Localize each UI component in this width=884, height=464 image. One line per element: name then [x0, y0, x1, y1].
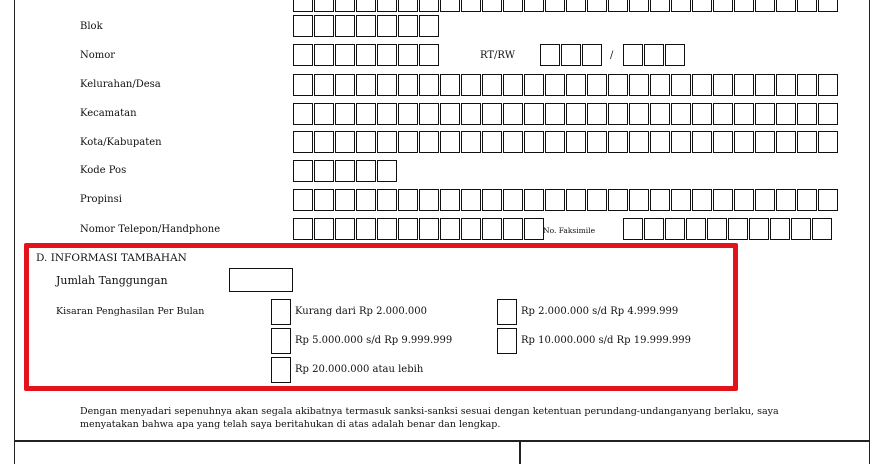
char-cell[interactable] [671, 74, 691, 96]
char-cell[interactable] [818, 103, 838, 125]
char-cell[interactable] [566, 131, 586, 153]
char-cell[interactable] [566, 0, 586, 12]
kecamatan-label: Kecamatan [80, 108, 137, 119]
char-cell[interactable] [818, 74, 838, 96]
kota-label: Kota/Kabupaten [80, 137, 162, 148]
char-cell[interactable] [734, 189, 754, 211]
char-cell[interactable] [545, 189, 565, 211]
option-kurang-2jt-checkbox[interactable] [271, 299, 291, 325]
char-cell[interactable] [644, 44, 664, 66]
char-cell[interactable] [587, 74, 607, 96]
char-cell[interactable] [545, 131, 565, 153]
top-field-cells[interactable] [293, 0, 839, 12]
char-cell[interactable] [734, 74, 754, 96]
char-cell[interactable] [356, 44, 376, 66]
char-cell[interactable] [629, 131, 649, 153]
char-cell[interactable] [503, 103, 523, 125]
char-cell[interactable] [734, 0, 754, 12]
char-cell[interactable] [587, 131, 607, 153]
char-cell[interactable] [728, 218, 748, 240]
char-cell[interactable] [797, 131, 817, 153]
char-cell[interactable] [545, 103, 565, 125]
char-cell[interactable] [524, 131, 544, 153]
rtrw-separator: / [610, 50, 614, 61]
char-cell[interactable] [377, 160, 397, 182]
char-cell[interactable] [644, 218, 664, 240]
char-cell[interactable] [503, 0, 523, 12]
char-cell[interactable] [440, 189, 460, 211]
char-cell[interactable] [582, 44, 602, 66]
char-cell[interactable] [335, 44, 355, 66]
char-cell[interactable] [797, 189, 817, 211]
option-5jt-10jt-label: Rp 5.000.000 s/d Rp 9.999.999 [295, 335, 453, 346]
char-cell[interactable] [293, 44, 313, 66]
faksimile-label: No. Faksimile [543, 226, 596, 235]
char-cell[interactable] [356, 218, 376, 240]
section-d-title: D. INFORMASI TAMBAHAN [36, 252, 187, 264]
blok-label: Blok [80, 21, 103, 32]
char-cell[interactable] [377, 0, 397, 12]
char-cell[interactable] [503, 189, 523, 211]
char-cell[interactable] [314, 0, 334, 12]
char-cell[interactable] [335, 0, 355, 12]
char-cell[interactable] [314, 15, 334, 37]
char-cell[interactable] [419, 131, 439, 153]
char-cell[interactable] [293, 103, 313, 125]
char-cell[interactable] [335, 160, 355, 182]
char-cell[interactable] [461, 131, 481, 153]
char-cell[interactable] [650, 189, 670, 211]
char-cell[interactable] [755, 0, 775, 12]
char-cell[interactable] [713, 189, 733, 211]
char-cell[interactable] [440, 218, 460, 240]
char-cell[interactable] [440, 103, 460, 125]
char-cell[interactable] [377, 189, 397, 211]
char-cell[interactable] [587, 103, 607, 125]
char-cell[interactable] [314, 218, 334, 240]
char-cell[interactable] [713, 74, 733, 96]
char-cell[interactable] [566, 74, 586, 96]
char-cell[interactable] [377, 131, 397, 153]
char-cell[interactable] [398, 0, 418, 12]
char-cell[interactable] [377, 74, 397, 96]
option-5jt-10jt-checkbox[interactable] [271, 328, 291, 354]
option-2jt-5jt-label: Rp 2.000.000 s/d Rp 4.999.999 [521, 306, 679, 317]
char-cell[interactable] [335, 189, 355, 211]
char-cell[interactable] [419, 218, 439, 240]
jumlah-tanggungan-label: Jumlah Tanggungan [56, 274, 168, 287]
char-cell[interactable] [377, 218, 397, 240]
char-cell[interactable] [293, 15, 313, 37]
char-cell[interactable] [608, 74, 628, 96]
char-cell[interactable] [482, 103, 502, 125]
char-cell[interactable] [608, 0, 628, 12]
nomor-label: Nomor [80, 50, 116, 61]
propinsi-field[interactable] [293, 189, 839, 211]
char-cell[interactable] [770, 218, 790, 240]
char-cell[interactable] [776, 103, 796, 125]
option-20jt-lebih-label: Rp 20.000.000 atau lebih [295, 364, 424, 375]
char-cell[interactable] [398, 44, 418, 66]
char-cell[interactable] [629, 103, 649, 125]
char-cell[interactable] [293, 74, 313, 96]
char-cell[interactable] [377, 103, 397, 125]
char-cell[interactable] [545, 0, 565, 12]
blok-field[interactable] [293, 15, 440, 37]
char-cell[interactable] [818, 131, 838, 153]
char-cell[interactable] [419, 15, 439, 37]
kisaran-penghasilan-label: Kisaran Penghasilan Per Bulan [56, 306, 205, 317]
char-cell[interactable] [692, 189, 712, 211]
char-cell[interactable] [671, 189, 691, 211]
char-cell[interactable] [419, 0, 439, 12]
faksimile-field[interactable] [623, 218, 833, 240]
rw-field[interactable] [623, 44, 686, 66]
char-cell[interactable] [293, 160, 313, 182]
char-cell[interactable] [707, 218, 727, 240]
char-cell[interactable] [650, 0, 670, 12]
char-cell[interactable] [335, 131, 355, 153]
kelurahan-field[interactable] [293, 74, 839, 96]
char-cell[interactable] [461, 0, 481, 12]
char-cell[interactable] [608, 131, 628, 153]
char-cell[interactable] [335, 15, 355, 37]
propinsi-label: Propinsi [80, 194, 122, 205]
char-cell[interactable] [734, 103, 754, 125]
char-cell[interactable] [524, 0, 544, 12]
char-cell[interactable] [713, 103, 733, 125]
char-cell[interactable] [776, 0, 796, 12]
char-cell[interactable] [797, 74, 817, 96]
char-cell[interactable] [524, 74, 544, 96]
char-cell[interactable] [713, 0, 733, 12]
kota-field[interactable] [293, 131, 839, 153]
char-cell[interactable] [629, 74, 649, 96]
jumlah-tanggungan-field[interactable] [229, 268, 293, 292]
char-cell[interactable] [623, 218, 643, 240]
char-cell[interactable] [356, 15, 376, 37]
char-cell[interactable] [671, 0, 691, 12]
char-cell[interactable] [524, 189, 544, 211]
char-cell[interactable] [776, 131, 796, 153]
char-cell[interactable] [629, 189, 649, 211]
char-cell[interactable] [356, 0, 376, 12]
char-cell[interactable] [482, 131, 502, 153]
char-cell[interactable] [398, 103, 418, 125]
char-cell[interactable] [566, 189, 586, 211]
char-cell[interactable] [671, 103, 691, 125]
char-cell[interactable] [755, 189, 775, 211]
char-cell[interactable] [314, 44, 334, 66]
char-cell[interactable] [755, 74, 775, 96]
char-cell[interactable] [398, 74, 418, 96]
option-10jt-20jt-checkbox[interactable] [497, 328, 517, 354]
char-cell[interactable] [734, 131, 754, 153]
char-cell[interactable] [561, 44, 581, 66]
char-cell[interactable] [650, 103, 670, 125]
char-cell[interactable] [540, 44, 560, 66]
char-cell[interactable] [377, 15, 397, 37]
kecamatan-field[interactable] [293, 103, 839, 125]
char-cell[interactable] [440, 131, 460, 153]
char-cell[interactable] [671, 131, 691, 153]
char-cell[interactable] [608, 103, 628, 125]
char-cell[interactable] [482, 189, 502, 211]
char-cell[interactable] [356, 74, 376, 96]
char-cell[interactable] [503, 131, 523, 153]
char-cell[interactable] [293, 218, 313, 240]
char-cell[interactable] [398, 131, 418, 153]
char-cell[interactable] [293, 131, 313, 153]
char-cell[interactable] [356, 160, 376, 182]
char-cell[interactable] [686, 218, 706, 240]
char-cell[interactable] [587, 189, 607, 211]
char-cell[interactable] [356, 189, 376, 211]
char-cell[interactable] [356, 103, 376, 125]
char-cell[interactable] [398, 218, 418, 240]
char-cell[interactable] [356, 131, 376, 153]
option-20jt-lebih-checkbox[interactable] [271, 357, 291, 383]
char-cell[interactable] [419, 103, 439, 125]
option-kurang-2jt-label: Kurang dari Rp 2.000.000 [295, 306, 427, 317]
char-cell[interactable] [812, 218, 832, 240]
char-cell[interactable] [503, 218, 523, 240]
bottom-column-divider [519, 440, 521, 464]
char-cell[interactable] [419, 189, 439, 211]
char-cell[interactable] [335, 218, 355, 240]
char-cell[interactable] [692, 0, 712, 12]
char-cell[interactable] [692, 103, 712, 125]
char-cell[interactable] [749, 218, 769, 240]
char-cell[interactable] [692, 131, 712, 153]
char-cell[interactable] [776, 74, 796, 96]
char-cell[interactable] [524, 103, 544, 125]
char-cell[interactable] [293, 189, 313, 211]
char-cell[interactable] [461, 103, 481, 125]
char-cell[interactable] [314, 131, 334, 153]
rtrw-label: RT/RW [480, 50, 515, 61]
char-cell[interactable] [524, 218, 544, 240]
char-cell[interactable] [755, 131, 775, 153]
char-cell[interactable] [629, 0, 649, 12]
telepon-field[interactable] [293, 218, 545, 240]
char-cell[interactable] [818, 189, 838, 211]
kelurahan-label: Kelurahan/Desa [80, 79, 161, 90]
char-cell[interactable] [623, 44, 643, 66]
char-cell[interactable] [398, 189, 418, 211]
char-cell[interactable] [398, 15, 418, 37]
char-cell[interactable] [797, 0, 817, 12]
char-cell[interactable] [755, 103, 775, 125]
option-2jt-5jt-checkbox[interactable] [497, 299, 517, 325]
rt-field[interactable] [540, 44, 603, 66]
char-cell[interactable] [650, 74, 670, 96]
char-cell[interactable] [482, 218, 502, 240]
char-cell[interactable] [419, 74, 439, 96]
char-cell[interactable] [791, 218, 811, 240]
char-cell[interactable] [566, 103, 586, 125]
char-cell[interactable] [377, 44, 397, 66]
char-cell[interactable] [665, 44, 685, 66]
kodepos-label: Kode Pos [80, 165, 127, 176]
char-cell[interactable] [503, 74, 523, 96]
char-cell[interactable] [314, 103, 334, 125]
char-cell[interactable] [335, 103, 355, 125]
char-cell[interactable] [692, 74, 712, 96]
char-cell[interactable] [608, 189, 628, 211]
bottom-divider [14, 440, 870, 442]
char-cell[interactable] [587, 0, 607, 12]
char-cell[interactable] [482, 74, 502, 96]
telepon-label: Nomor Telepon/Handphone [80, 224, 221, 235]
char-cell[interactable] [482, 0, 502, 12]
char-cell[interactable] [314, 189, 334, 211]
char-cell[interactable] [818, 0, 838, 12]
char-cell[interactable] [797, 103, 817, 125]
char-cell[interactable] [314, 160, 334, 182]
char-cell[interactable] [776, 189, 796, 211]
char-cell[interactable] [419, 44, 439, 66]
char-cell[interactable] [545, 74, 565, 96]
char-cell[interactable] [665, 218, 685, 240]
char-cell[interactable] [650, 131, 670, 153]
char-cell[interactable] [713, 131, 733, 153]
char-cell[interactable] [461, 189, 481, 211]
kodepos-field[interactable] [293, 160, 398, 182]
char-cell[interactable] [440, 74, 460, 96]
char-cell[interactable] [335, 74, 355, 96]
declaration-text: Dengan menyadari sepenuhnya akan segala akibatnya termasuk sanksi-sanksi sesuai dengan ketentuan perundang-undanganyang berlaku, saya menyatakan bahwa apa yang telah saya beritahukan di atas adalah benar dan lengkap. [80, 406, 779, 430]
char-cell[interactable] [314, 74, 334, 96]
char-cell[interactable] [293, 0, 313, 12]
char-cell[interactable] [461, 218, 481, 240]
nomor-field[interactable] [293, 44, 440, 66]
char-cell[interactable] [461, 74, 481, 96]
char-cell[interactable] [440, 0, 460, 12]
option-10jt-20jt-label: Rp 10.000.000 s/d Rp 19.999.999 [521, 335, 691, 346]
